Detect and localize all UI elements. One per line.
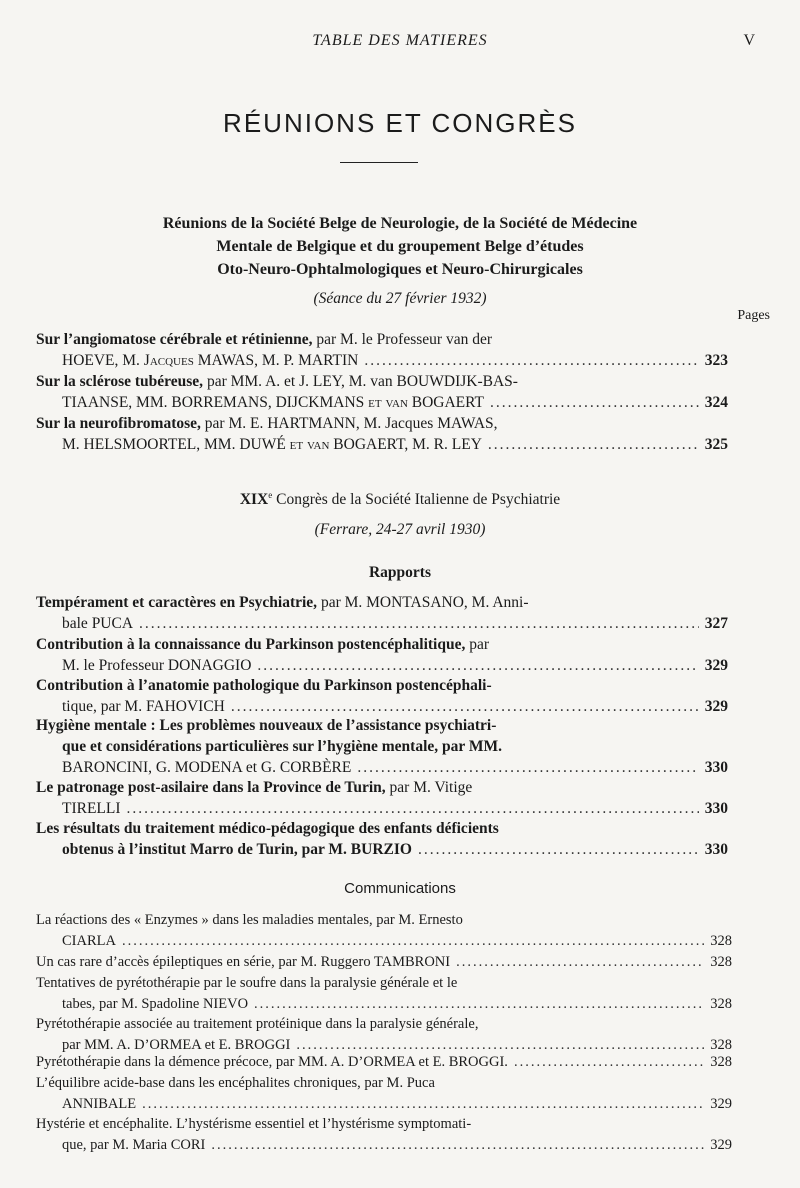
communications-heading: Communications (344, 880, 456, 897)
entry-title-cont: que et considérations particulières sur l’hygiène mentale, par MM. (62, 738, 502, 755)
section1-heading (30, 212, 770, 281)
pages-column-label: Pages (737, 308, 770, 323)
entry-title: Un cas rare d’accès épileptiques en série, par M. Ruggero TAMBRONI (36, 954, 451, 970)
entry-authors: par (469, 636, 490, 653)
rapports-heading: Rapports (368, 564, 431, 581)
entry-title: La réactions des « Enzymes » dans les maladies mentales, par M. Ernesto (36, 912, 463, 928)
entry-title: Hygiène mentale : Les problèmes nouveaux de l’assistance psychiatri- (36, 717, 497, 734)
page-title: RÉUNIONS ET CONGRÈS (223, 108, 577, 138)
entry-title: Tentatives de pyrétothérapie par le soufre dans la paralysie générale et le (36, 975, 458, 991)
entry-page: 328 (710, 1037, 732, 1053)
entry-title: Le patronage post-asilaire dans la Province de Turin, (36, 779, 386, 796)
dot-leader (211, 1137, 704, 1154)
toc-entry[interactable] (36, 373, 728, 415)
entry-page: 329 (704, 657, 728, 674)
entry-title: Hystérie et encéphalite. L’hystérisme essentiel et l’hystérisme symptomati- (36, 1116, 472, 1132)
toc-entry[interactable] (36, 1016, 732, 1058)
dot-leader (142, 1096, 704, 1113)
toc-entry[interactable] (36, 820, 728, 862)
entry-page: 330 (704, 800, 728, 817)
entry-authors: par MM. A. D’ORMEA et E. BROGGI (62, 1037, 291, 1053)
entry-title: Pyrétothérapie dans la démence précoce, par MM. A. D’ORMEA et E. BROGGI. (36, 1054, 508, 1070)
title-divider (340, 162, 418, 163)
dot-leader (490, 394, 699, 412)
section1-heading-line: Mentale de Belgique et du groupement Belge d’études (216, 238, 584, 255)
entry-authors: BARONCINI, G. MODENA et G. CORBÈRE (62, 759, 352, 776)
toc-entry[interactable] (36, 677, 728, 719)
entry-page: 328 (710, 1054, 732, 1070)
toc-entry[interactable] (36, 1116, 732, 1158)
entry-authors: par M. Vitige (389, 779, 473, 796)
dot-leader (231, 698, 699, 716)
entry-authors: par MM. A. et J. LEY, M. van BOUWDIJK-BAS- (206, 373, 518, 390)
toc-entry[interactable] (36, 975, 732, 1017)
entry-page: 328 (710, 996, 732, 1012)
entry-title: Pyrétothérapie associée au traitement protéinique dans la paralysie générale, (36, 1016, 479, 1032)
entry-page: 325 (704, 436, 728, 453)
section1-heading-line: Oto-Neuro-Ophtalmologiques et Neuro-Chirurgicales (217, 261, 583, 278)
entry-page: 324 (704, 394, 728, 411)
dot-leader (357, 759, 698, 777)
entry-page: 323 (704, 352, 728, 369)
entry-page: 329 (710, 1096, 732, 1112)
toc-entry[interactable] (36, 912, 732, 954)
entry-page: 328 (710, 933, 732, 949)
section2-heading (0, 490, 800, 509)
toc-entry[interactable] (36, 415, 728, 457)
entry-title: L’équilibre acide-base dans les encéphalites chroniques, par M. Puca (36, 1075, 435, 1091)
dot-leader (254, 996, 704, 1013)
toc-entry[interactable] (36, 1054, 732, 1075)
toc-entry[interactable] (36, 954, 732, 975)
dot-leader (122, 933, 704, 950)
section2-heading-sup: e (268, 490, 273, 500)
toc-entry[interactable] (36, 331, 728, 373)
entry-authors: ANNIBALE (62, 1096, 137, 1112)
entry-title: Contribution à la connaissance du Parkinson postencéphalitique, (36, 636, 466, 653)
entry-authors: M. le Professeur DONAGGIO (62, 657, 252, 674)
entry-authors: que, par M. Maria CORI (62, 1137, 206, 1153)
entry-title: Sur la neurofibromatose, (36, 415, 201, 432)
entry-authors: obtenus à l’institut Marro de Turin, par M. BURZIO (62, 841, 412, 858)
entry-authors: par M. MONTASANO, M. Anni- (320, 594, 529, 611)
entry-page: 328 (710, 954, 732, 970)
entry-page: 330 (704, 841, 728, 858)
dot-leader (127, 800, 699, 818)
entry-page: 329 (704, 698, 728, 715)
entry-authors: TIRELLI (62, 800, 121, 817)
running-head (0, 32, 800, 54)
entry-title: Contribution à l’anatomie pathologique du Parkinson postencéphali- (36, 677, 492, 694)
dot-leader (257, 657, 698, 675)
toc-entry[interactable] (36, 1075, 732, 1117)
toc-entry[interactable] (36, 779, 728, 821)
dot-leader (514, 1054, 704, 1071)
entry-authors: CIARLA (62, 933, 116, 949)
entry-authors: tabes, par M. Spadoline NIEVO (62, 996, 249, 1012)
entry-authors: bale PUCA (62, 615, 134, 632)
entry-title: Tempérament et caractères en Psychiatrie, (36, 594, 318, 611)
entry-authors: TIAANSE, MM. BORREMANS, DIJCKMANS et van BOGAERT (62, 394, 485, 411)
dot-leader (488, 436, 699, 454)
toc-entry[interactable] (36, 636, 728, 678)
dot-leader (364, 352, 698, 370)
section1-date: (Séance du 27 février 1932) (313, 290, 487, 307)
dot-leader (418, 841, 699, 859)
entry-authors: M. HELSMOORTEL, MM. DUWÉ et van BOGAERT, M. R. LEY (62, 436, 482, 453)
dot-leader (139, 615, 699, 633)
entry-page: 329 (710, 1137, 732, 1153)
running-title: TABLE DES MATIERES (312, 32, 488, 49)
section1-heading-line: Réunions de la Société Belge de Neurologie, de la Société de Médecine (162, 215, 638, 232)
dot-leader (296, 1037, 704, 1054)
entry-authors: par M. le Professeur van der (316, 331, 492, 348)
toc-entry[interactable] (36, 594, 728, 636)
entry-title: Sur l’angiomatose cérébrale et rétinienne, (36, 331, 313, 348)
toc-entry[interactable] (36, 717, 728, 780)
page-number: V (743, 32, 756, 49)
entry-title: Sur la sclérose tubéreuse, (36, 373, 204, 390)
section2-heading-text: Congrès de la Société Italienne de Psychiatrie (272, 491, 561, 509)
entry-title: Les résultats du traitement médico-pédagogique des enfants déficients (36, 820, 499, 837)
entry-page: 327 (704, 615, 728, 632)
dot-leader (456, 954, 704, 971)
section2-date: (Ferrare, 24-27 avril 1930) (314, 521, 486, 538)
entry-page: 330 (704, 759, 728, 776)
entry-authors: HOEVE, M. Jacques MAWAS, M. P. MARTIN (62, 352, 359, 369)
entry-authors: tique, par M. FAHOVICH (62, 698, 225, 715)
section2-heading-ordinal: XIX (239, 491, 269, 509)
entry-authors: par M. E. HARTMANN, M. Jacques MAWAS, (204, 415, 498, 432)
